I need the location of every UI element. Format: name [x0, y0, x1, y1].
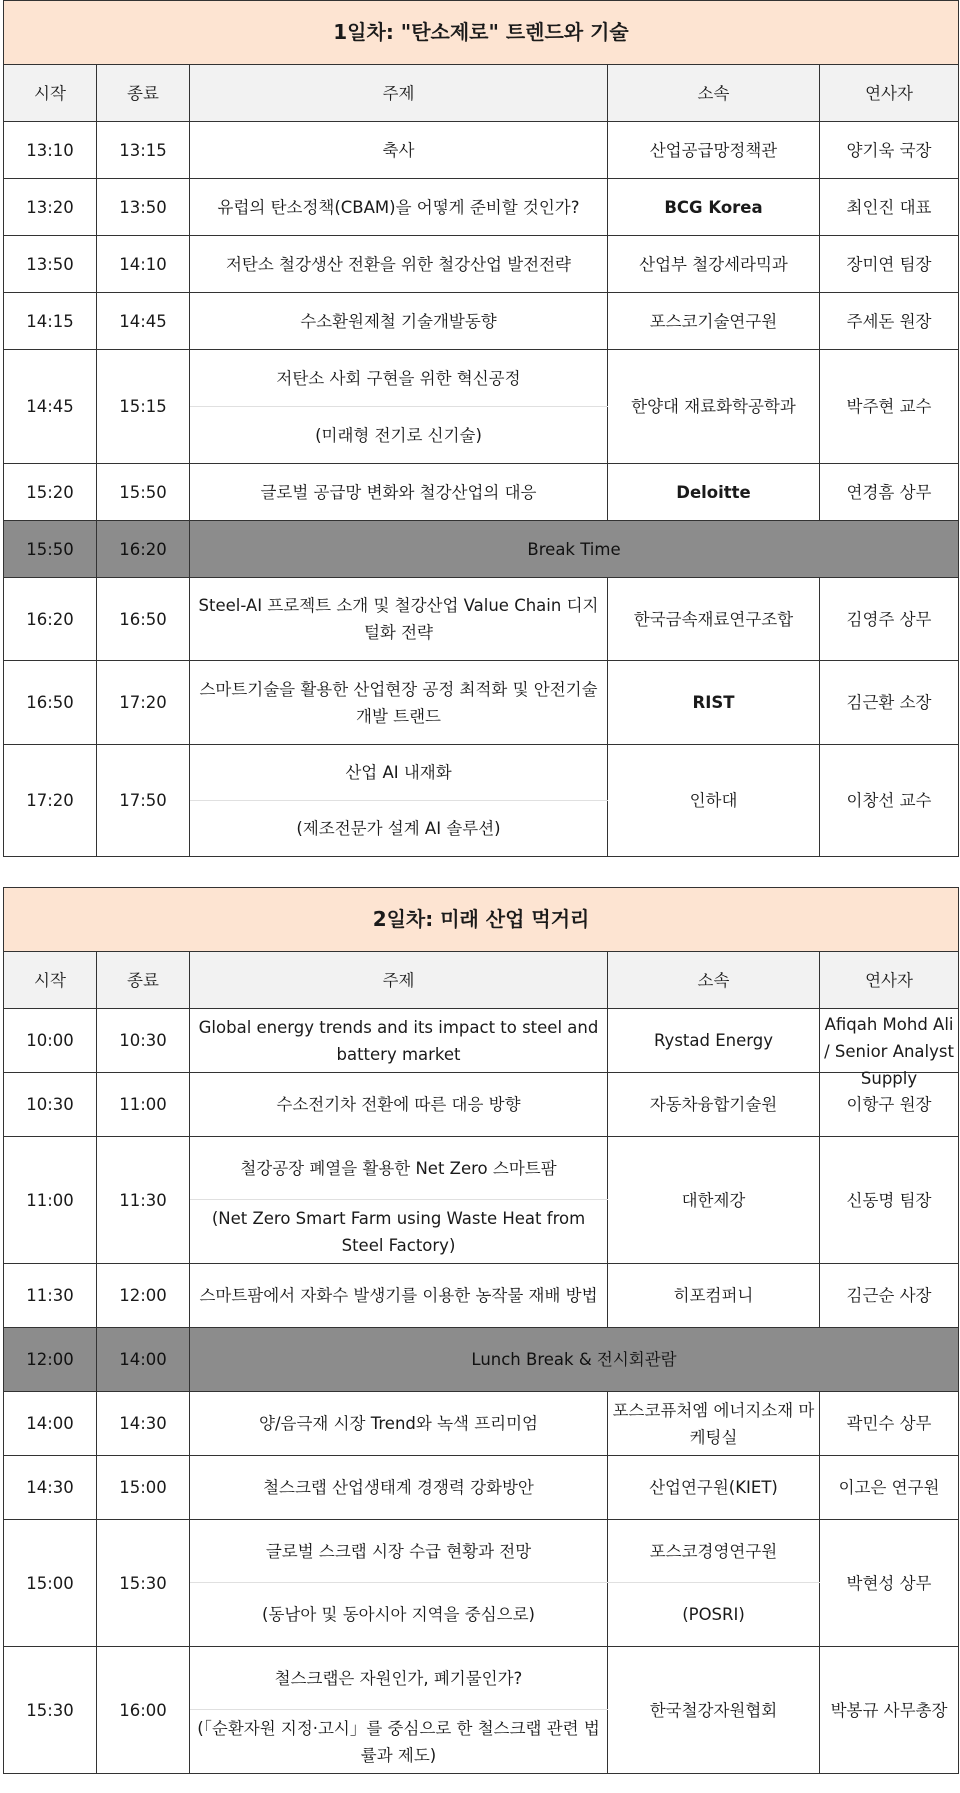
topic: 스마트팜에서 자화수 발생기를 이용한 농작물 재배 방법 — [190, 1264, 608, 1328]
table-row — [4, 1456, 959, 1520]
topic: 유럽의 탄소정책(CBAM)을 어떻게 준비할 것인가? — [190, 179, 608, 236]
start-time: 15:30 — [4, 1647, 97, 1774]
speaker: 연경흠 상무 — [820, 464, 959, 521]
end-time: 14:45 — [97, 293, 190, 350]
table-row — [4, 661, 959, 745]
table-row — [4, 1009, 959, 1073]
start-time: 16:50 — [4, 661, 97, 745]
day2-header-row — [4, 952, 959, 1009]
end-time: 13:15 — [97, 122, 190, 179]
start-time: 11:00 — [4, 1137, 97, 1264]
end-time: 16:00 — [97, 1647, 190, 1774]
table-row — [4, 122, 959, 179]
day1-schedule-table — [3, 0, 959, 857]
start-time: 14:45 — [4, 350, 97, 464]
table-row — [4, 1264, 959, 1328]
speaker: 김근환 소장 — [820, 661, 959, 745]
col-header-speaker: 연사자 — [820, 65, 959, 122]
speaker: 장미연 팀장 — [820, 236, 959, 293]
start-time: 10:30 — [4, 1073, 97, 1137]
day1-header-row — [4, 65, 959, 122]
table-row — [4, 1520, 959, 1583]
organization: 인하대 — [608, 745, 820, 857]
end-time: 16:50 — [97, 578, 190, 661]
start-time: 16:20 — [4, 578, 97, 661]
organization: Rystad Energy — [608, 1009, 820, 1073]
topic: 저탄소 사회 구현을 위한 혁신공정 — [190, 350, 608, 407]
speaker: 주세돈 원장 — [820, 293, 959, 350]
organization: Deloitte — [608, 464, 820, 521]
break-label: Lunch Break & 전시회관람 — [190, 1328, 959, 1392]
start-time: 17:20 — [4, 745, 97, 857]
speaker: 박현성 상무 — [820, 1520, 959, 1647]
table-row — [4, 179, 959, 236]
col-header-org: 소속 — [608, 952, 820, 1009]
start-time: 15:50 — [4, 521, 97, 578]
day2-title-row — [4, 888, 959, 952]
start-time: 10:00 — [4, 1009, 97, 1073]
speaker: 신동명 팀장 — [820, 1137, 959, 1264]
topic: 철스크랩 산업생태계 경쟁력 강화방안 — [190, 1456, 608, 1520]
organization: BCG Korea — [608, 179, 820, 236]
organization: 포스코경영연구원 — [608, 1520, 820, 1583]
table-row — [4, 350, 959, 407]
speaker: 이고은 연구원 — [820, 1456, 959, 1520]
start-time: 12:00 — [4, 1328, 97, 1392]
col-header-org: 소속 — [608, 65, 820, 122]
end-time: 15:30 — [97, 1520, 190, 1647]
organization: 포스코기술연구원 — [608, 293, 820, 350]
organization-subtitle: (POSRI) — [608, 1583, 820, 1647]
topic-subtitle: (미래형 전기로 신기술) — [190, 407, 608, 464]
organization: 산업부 철강세라믹과 — [608, 236, 820, 293]
table-row — [4, 464, 959, 521]
topic-subtitle: (「순환자원 지정·고시」를 중심으로 한 철스크랩 관련 법률과 제도) — [190, 1710, 608, 1774]
start-time: 13:20 — [4, 179, 97, 236]
end-time: 15:15 — [97, 350, 190, 464]
topic: 수소환원제철 기술개발동향 — [190, 293, 608, 350]
start-time: 14:00 — [4, 1392, 97, 1456]
organization: 산업공급망정책관 — [608, 122, 820, 179]
table-row — [4, 745, 959, 801]
day1-title-row — [4, 1, 959, 65]
end-time: 15:50 — [97, 464, 190, 521]
topic-subtitle: (동남아 및 동아시아 지역을 중심으로) — [190, 1583, 608, 1647]
break-row — [4, 521, 959, 578]
break-row — [4, 1328, 959, 1392]
end-time: 17:20 — [97, 661, 190, 745]
col-header-start: 시작 — [4, 65, 97, 122]
speaker: 박봉규 사무총장 — [820, 1647, 959, 1774]
speaker: 박주현 교수 — [820, 350, 959, 464]
speaker-text: Afiqah Mohd Ali / Senior Analyst Supply — [824, 1014, 954, 1088]
start-time: 15:00 — [4, 1520, 97, 1647]
topic: 스마트기술을 활용한 산업현장 공정 최적화 및 안전기술 개발 트랜드 — [190, 661, 608, 745]
speaker: 이창선 교수 — [820, 745, 959, 857]
topic: 축사 — [190, 122, 608, 179]
day2-title: 2일차: 미래 산업 먹거리 — [4, 888, 959, 952]
table-row — [4, 1073, 959, 1137]
day2-schedule-table — [3, 887, 959, 1774]
speaker: 김근순 사장 — [820, 1264, 959, 1328]
start-time: 14:15 — [4, 293, 97, 350]
end-time: 11:00 — [97, 1073, 190, 1137]
end-time: 12:00 — [97, 1264, 190, 1328]
organization: 포스코퓨처엠 에너지소재 마케팅실 — [608, 1392, 820, 1456]
organization: 대한제강 — [608, 1137, 820, 1264]
end-time: 15:00 — [97, 1456, 190, 1520]
topic-subtitle: (Net Zero Smart Farm using Waste Heat from Steel Factory) — [190, 1200, 608, 1264]
organization: 히포컴퍼니 — [608, 1264, 820, 1328]
end-time: 14:00 — [97, 1328, 190, 1392]
end-time: 16:20 — [97, 521, 190, 578]
table-row — [4, 293, 959, 350]
col-header-end: 종료 — [97, 952, 190, 1009]
col-header-end: 종료 — [97, 65, 190, 122]
topic: 철스크랩은 자원인가, 폐기물인가? — [190, 1647, 608, 1710]
start-time: 11:30 — [4, 1264, 97, 1328]
table-row — [4, 1647, 959, 1710]
topic: 저탄소 철강생산 전환을 위한 철강산업 발전전략 — [190, 236, 608, 293]
table-row — [4, 236, 959, 293]
table-row — [4, 1137, 959, 1200]
topic: Steel-AI 프로젝트 소개 및 철강산업 Value Chain 디지털화 전략 — [190, 578, 608, 661]
table-row — [4, 578, 959, 661]
col-header-topic: 주제 — [190, 65, 608, 122]
topic: Global energy trends and its impact to steel and battery market — [190, 1009, 608, 1073]
col-header-start: 시작 — [4, 952, 97, 1009]
start-time: 13:10 — [4, 122, 97, 179]
organization: RIST — [608, 661, 820, 745]
break-label: Break Time — [190, 521, 959, 578]
speaker: 최인진 대표 — [820, 179, 959, 236]
end-time: 14:30 — [97, 1392, 190, 1456]
speaker — [820, 1009, 959, 1088]
organization: 한국철강자원협회 — [608, 1647, 820, 1774]
organization: 한양대 재료화학공학과 — [608, 350, 820, 464]
topic: 양/음극재 시장 Trend와 녹색 프리미엄 — [190, 1392, 608, 1456]
end-time: 10:30 — [97, 1009, 190, 1073]
start-time: 14:30 — [4, 1456, 97, 1520]
end-time: 17:50 — [97, 745, 190, 857]
col-header-topic: 주제 — [190, 952, 608, 1009]
speaker: 곽민수 상무 — [820, 1392, 959, 1456]
start-time: 15:20 — [4, 464, 97, 521]
speaker: 이항구 원장 — [820, 1073, 959, 1137]
topic: 글로벌 스크랩 시장 수급 현황과 전망 — [190, 1520, 608, 1583]
end-time: 13:50 — [97, 179, 190, 236]
organization: 산업연구원(KIET) — [608, 1456, 820, 1520]
col-header-speaker: 연사자 — [820, 952, 959, 1009]
end-time: 11:30 — [97, 1137, 190, 1264]
section-gap — [0, 857, 960, 887]
speaker: 김영주 상무 — [820, 578, 959, 661]
start-time: 13:50 — [4, 236, 97, 293]
organization: 한국금속재료연구조합 — [608, 578, 820, 661]
topic: 철강공장 폐열을 활용한 Net Zero 스마트팜 — [190, 1137, 608, 1200]
organization: 자동차융합기술원 — [608, 1073, 820, 1137]
topic: 글로벌 공급망 변화와 철강산업의 대응 — [190, 464, 608, 521]
topic: 수소전기차 전환에 따른 대응 방향 — [190, 1073, 608, 1137]
topic-subtitle: (제조전문가 설계 AI 솔루션) — [190, 801, 608, 857]
table-row — [4, 1392, 959, 1456]
topic: 산업 AI 내재화 — [190, 745, 608, 801]
day1-title: 1일차: "탄소제로" 트렌드와 기술 — [4, 1, 959, 65]
speaker: 양기욱 국장 — [820, 122, 959, 179]
end-time: 14:10 — [97, 236, 190, 293]
